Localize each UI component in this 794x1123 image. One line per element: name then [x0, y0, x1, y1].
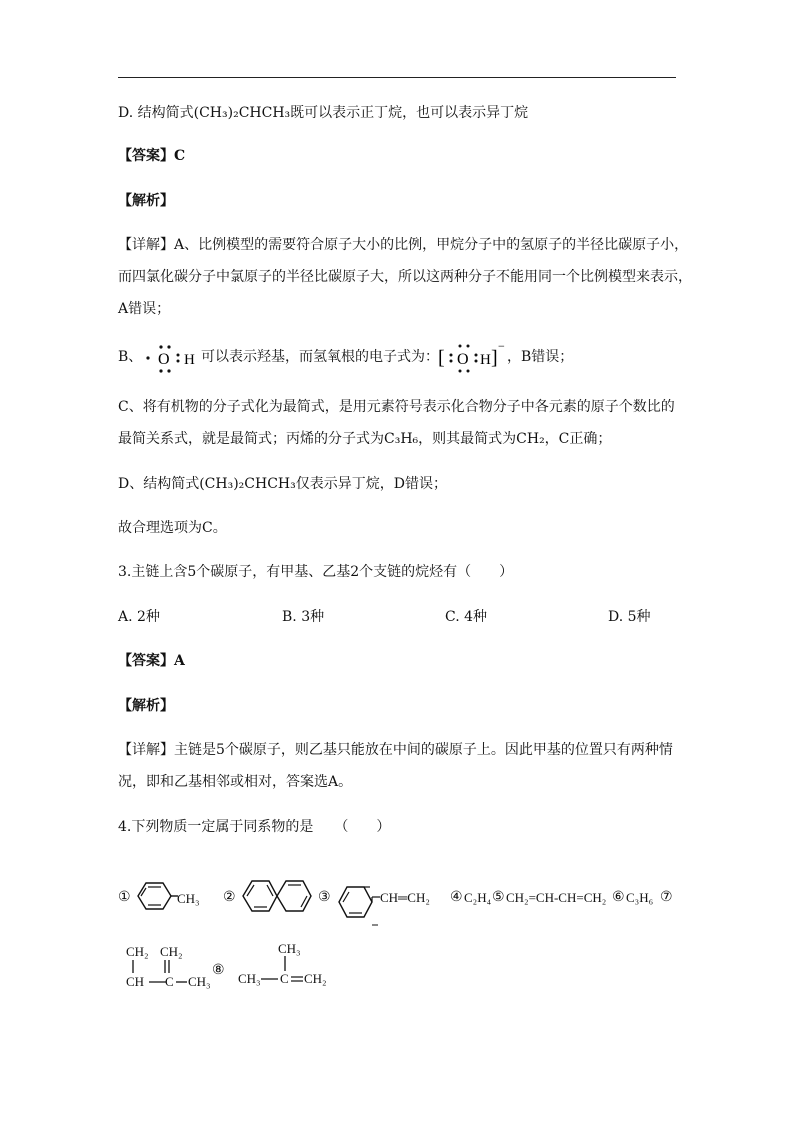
hydroxyl-electron-formula — [140, 340, 202, 376]
q2-detail-line3: A错误； — [118, 301, 171, 317]
item7-ch-left: CH — [126, 974, 145, 989]
label-6: ⑥ — [612, 889, 625, 905]
item8-bond-left — [260, 970, 280, 990]
item8-ch2-right: CH₂ — [304, 971, 327, 986]
q3-option-d: D. 5种 — [608, 609, 651, 625]
naphthalene-icon — [239, 876, 317, 916]
q3-detail-line2: 况，即和乙基相邻或相对，答案选A。 — [118, 774, 353, 790]
q3-detail-line1: 【详解】主链是5个碳原子，则乙基只能放在中间的碳原子上。因此甲基的位置只有两种情 — [118, 742, 673, 758]
q2-b-text1: 可以表示羟基，而氢氧根的电子式为： — [201, 349, 439, 365]
q2-answer: 【答案】C — [118, 148, 186, 164]
label-5: ⑤ — [492, 889, 505, 905]
label-8: ⑧ — [212, 962, 225, 978]
label-1: ① — [118, 889, 131, 905]
q3-stem: 3.主链上含5个碳原子，有甲基、乙基2个支链的烷烃有（ ） — [118, 564, 514, 580]
item7-ch2-left: CH₂ — [126, 944, 149, 959]
q2-b-text2: ，B错误； — [507, 349, 574, 365]
item7-ch2-right: CH₂ — [160, 944, 183, 959]
q4-stem: 4.下列物质一定属于同系物的是 （ ） — [118, 819, 391, 835]
q2-b-line — [118, 348, 142, 366]
q2-detail-line1: 【详解】A、比例模型的需要符合原子大小的比例，甲烷分子中的氢原子的半径比碳原子小， — [118, 237, 689, 253]
item7-bond-b — [175, 973, 189, 993]
label-2: ② — [223, 889, 236, 905]
hydroxyl-h: H — [184, 352, 195, 368]
svg-text:[: [ — [438, 347, 445, 369]
q2-detail-line2: 而四氯化碳分子中氯原子的半径比碳原子大，所以这两种分子不能用同一个比例模型来表示， — [118, 269, 692, 285]
q3-analysis-title: 【解析】 — [118, 698, 174, 714]
svg-text:]: ] — [491, 347, 498, 369]
label-4: ④ — [450, 889, 463, 905]
styrene-vinyl: CH═CH₂ — [380, 890, 430, 905]
item7-c-mid: C — [165, 974, 174, 989]
b-prefix: B、 — [118, 349, 143, 365]
toluene-ring-icon — [132, 878, 178, 914]
label-3: ③ — [318, 889, 331, 905]
item7-ch3-right: CH₃ — [188, 974, 211, 989]
item8-c-mid: C — [280, 971, 289, 986]
hydroxide-o: O — [457, 351, 469, 368]
item8-ch3-top: CH₃ — [278, 941, 301, 956]
q2-c-line2: 最简关系式，就是最简式；丙烯的分子式为C₃H₆，则其最简式为CH₂，C正确； — [118, 431, 612, 447]
q3-answer: 【答案】A — [118, 653, 185, 669]
item4-ethylene: C₂H₄ — [464, 890, 492, 905]
item8-bond-double — [290, 970, 304, 990]
header-rule — [118, 77, 676, 78]
q2-d-line: D、结构简式(CH₃)₂CHCH₃仅表示异丁烷，D错误； — [118, 476, 447, 492]
q3-option-b: B. 3种 — [282, 609, 325, 625]
toluene-methyl: CH₃ — [177, 891, 200, 906]
q2-c-line1: C、将有机物的分子式化为最简式，是用元素符号表示化合物分子中各元素的原子个数比的 — [118, 399, 675, 415]
item8-ch3-left: CH₃ — [238, 971, 261, 986]
q2-analysis-title: 【解析】 — [118, 193, 174, 209]
q3-option-a: A. 2种 — [118, 609, 160, 625]
q3-option-c: C. 4种 — [445, 609, 488, 625]
q2-conclusion: 故合理选项为C。 — [118, 520, 227, 536]
hydroxide-h: H — [480, 352, 491, 368]
hydroxyl-o: O — [158, 351, 170, 368]
hydroxide-charge: − — [498, 339, 505, 353]
q2-option-d: D. 结构简式(CH₃)₂CHCH₃既可以表示正丁烷，也可以表示异丁烷 — [118, 105, 529, 121]
item5-butadiene: CH₂=CH-CH=CH₂ — [506, 890, 607, 905]
hydroxide-electron-formula — [437, 338, 507, 376]
label-7: ⑦ — [660, 889, 673, 905]
styrene-ring-icon — [334, 874, 384, 930]
item6-propene: C₃H₆ — [626, 890, 654, 905]
